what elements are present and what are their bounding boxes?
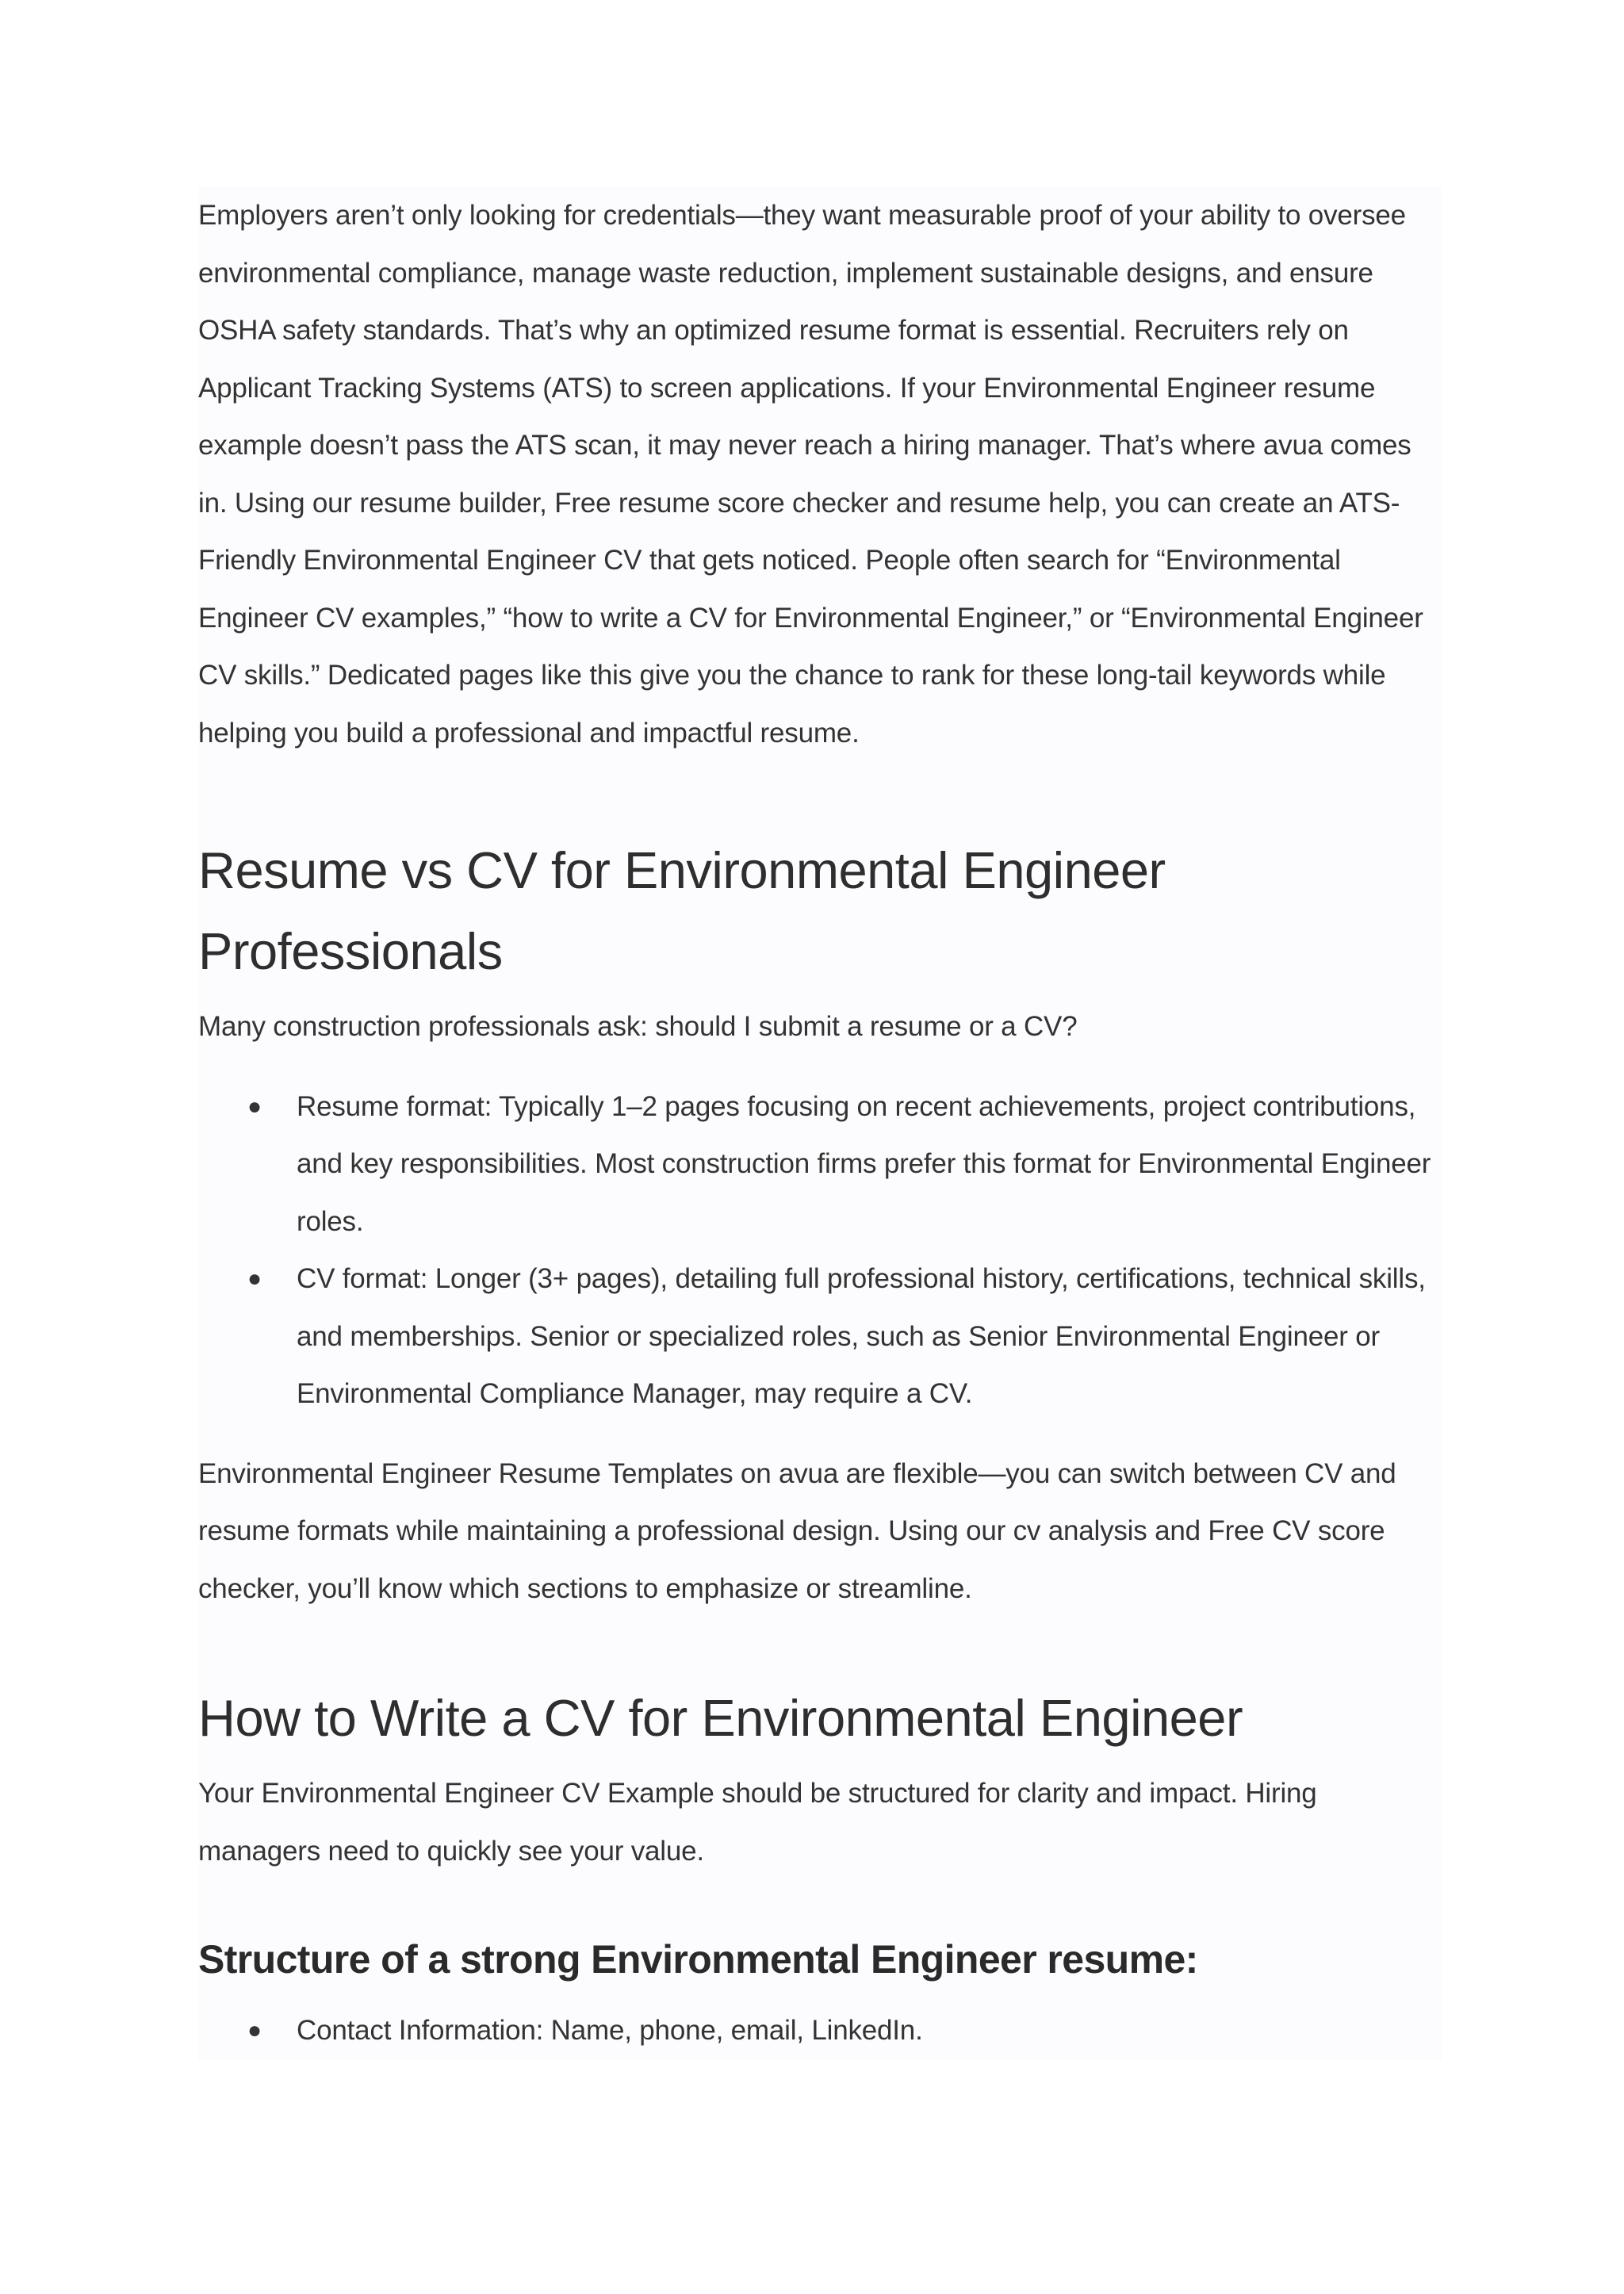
heading-resume-vs-cv: Resume vs CV for Environmental Engineer Professionals bbox=[198, 841, 1166, 980]
heading-structure: Structure of a strong Environmental Engineer resume: bbox=[198, 1937, 1198, 1982]
resume-vs-cv-closing: Environmental Engineer Resume Templates on avua are flexible—you can switch between CV and resume formats while maintaining a professional design. Using our cv analysis and Free CV score checker, you’ll know which sections to emphasize or streamline. bbox=[198, 1457, 1396, 1604]
document-page bbox=[198, 187, 1442, 2060]
how-to-write-body: Your Environmental Engineer CV Example should be structured for clarity and impact. Hiring managers need to quickly see your value. bbox=[198, 1778, 1317, 1867]
list-item-text: Contact Information: Name, phone, email, LinkedIn. bbox=[297, 2015, 923, 2046]
intro-paragraph: Employers aren’t only looking for credentials—they want measurable proof of your ability to oversee environmental compliance, manage waste reduction, implement sustainable designs, and ensure OSHA safety standards. That’s why an optimized resume format is essential. Recruiters rely on Applicant Tracking Systems (ATS) to screen applications. If your Environmental Engineer resume example doesn’t pass the ATS scan, it may never reach a hiring manager. That’s where avua comes in. Using our resume builder, Free resume score checker and resume help, you can create an ATS-Friendly Environmental Engineer CV that gets noticed. People often search for “Environmental Engineer CV examples,” “how to write a CV for Environmental Engineer,” or “Environmental Engineer CV skills.” Dedicated pages like this give you the chance to rank for these long-tail keywords while helping you build a professional and impactful resume. bbox=[198, 200, 1423, 749]
heading-how-to-write: How to Write a CV for Environmental Engineer bbox=[198, 1689, 1243, 1747]
structure-list bbox=[198, 2002, 1442, 2060]
list-item bbox=[247, 1250, 1442, 1423]
list-item bbox=[247, 2002, 1442, 2060]
list-item-text: Resume format: Typically 1–2 pages focusing on recent achievements, project contributions, and key responsibilities. Most construction firms prefer this format for Environmental Engineer roles. bbox=[297, 1090, 1431, 1237]
resume-vs-cv-question: Many construction professionals ask: should I submit a resume or a CV? bbox=[198, 1011, 1078, 1042]
bullet-icon: ● bbox=[247, 1266, 262, 1292]
bullet-icon: ● bbox=[247, 2017, 262, 2043]
bullet-icon: ● bbox=[247, 1093, 262, 1120]
resume-vs-cv-list bbox=[198, 1078, 1442, 1423]
list-item bbox=[247, 1078, 1442, 1251]
list-item-text: CV format: Longer (3+ pages), detailing full professional history, certifications, technical skills, and memberships. Senior or specialized roles, such as Senior Environmental Engineer or Environmental Compliance Manager, may require a CV. bbox=[297, 1263, 1426, 1409]
